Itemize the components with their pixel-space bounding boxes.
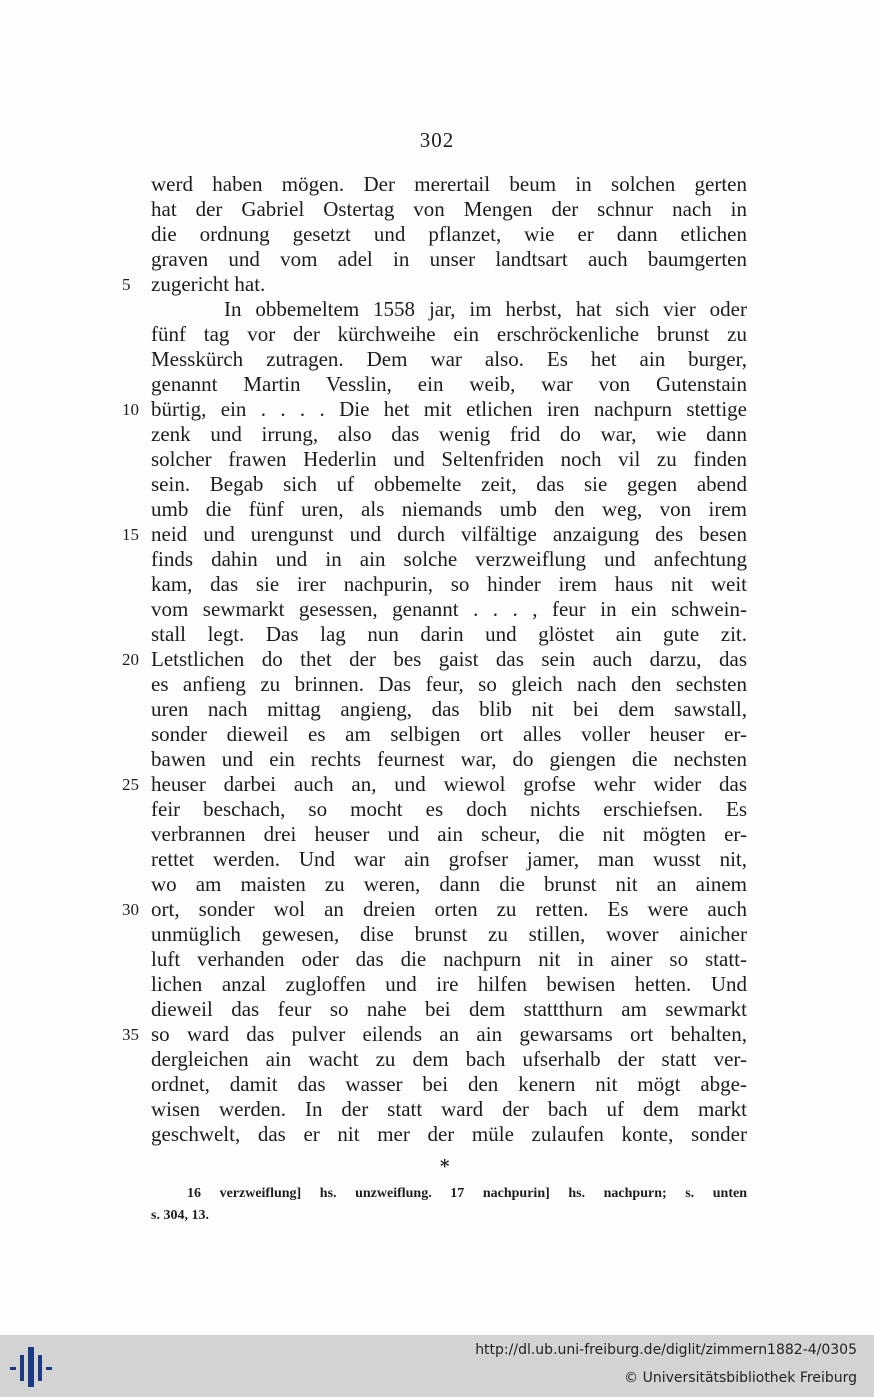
line-text: wisen werden. In der statt ward der bach uf dem markt xyxy=(151,1097,747,1121)
text-line xyxy=(122,1022,747,1047)
text-line xyxy=(151,872,747,897)
line-text: heuser darbei auch an, und wiewol grofse wehr wider das xyxy=(151,772,747,796)
line-text: werd haben mögen. Der merertail beum in solchen gerten xyxy=(151,172,747,196)
text-line xyxy=(151,947,747,972)
ub-freiburg-logo-icon[interactable] xyxy=(10,1347,56,1387)
line-text: bürtig, ein . . . . Die het mit etlichen iren nachpurn stettige xyxy=(151,397,747,421)
line-number: 10 xyxy=(122,400,139,419)
text-line xyxy=(122,647,747,672)
line-text: wo am maisten zu weren, dann die brunst nit an ainem xyxy=(151,872,747,896)
text-line xyxy=(151,1072,747,1097)
text-line xyxy=(151,172,747,197)
line-number: 25 xyxy=(122,775,139,794)
text-line xyxy=(122,272,747,297)
line-text: zugericht hat. xyxy=(151,272,266,296)
line-text: sonder dieweil es am selbigen ort alles voller heuser er- xyxy=(151,722,747,746)
line-text: fünf tag vor der kürchweihe ein erschröckenliche brunst zu xyxy=(151,322,747,346)
line-text: Messkürch zutragen. Dem war also. Es het ain burger, xyxy=(151,347,747,371)
line-number: 15 xyxy=(122,525,139,544)
line-text: luft verhanden oder das die nachpurn nit in ainer so statt- xyxy=(151,947,747,971)
line-text: solcher frawen Hederlin und Seltenfriden noch vil zu finden xyxy=(151,447,747,471)
line-text: lichen anzal zugloffen und ire hilfen bewisen hetten. Und xyxy=(151,972,747,996)
text-line xyxy=(151,597,747,622)
text-line xyxy=(151,622,747,647)
text-line xyxy=(151,822,747,847)
line-text: unmüglich gewesen, dise brunst zu stillen, wover ainicher xyxy=(151,922,747,946)
footnotes xyxy=(151,1183,747,1227)
page-number: 302 xyxy=(419,128,455,152)
line-number: 30 xyxy=(122,900,139,919)
line-text: vom sewmarkt gesessen, genannt . . . , feur in ein schwein- xyxy=(151,597,747,621)
text-line xyxy=(151,497,747,522)
text-line xyxy=(151,222,747,247)
line-text: feir beschach, so mocht es doch nichts erschiefsen. Es xyxy=(151,797,747,821)
line-text: graven und vom adel in unser landtsart auch baumgerten xyxy=(151,247,747,271)
text-line xyxy=(122,772,747,797)
text-line xyxy=(151,247,747,272)
signature-mark: * xyxy=(440,1156,450,1177)
text-line xyxy=(122,522,747,547)
text-line xyxy=(151,1097,747,1122)
footer-bar xyxy=(0,1335,874,1397)
text-line xyxy=(151,572,747,597)
text-line xyxy=(151,197,747,222)
line-text: so ward das pulver eilends an ain gewarsams ort behalten, xyxy=(151,1022,747,1046)
text-line xyxy=(151,697,747,722)
text-line xyxy=(151,347,747,372)
line-text: kam, das sie irer nachpurin, so hinder irem haus nit weit xyxy=(151,572,747,596)
text-line xyxy=(151,972,747,997)
text-line xyxy=(151,722,747,747)
text-line xyxy=(122,397,747,422)
line-text: finds dahin und in ain solche verzweiflung und anfechtung xyxy=(151,547,747,571)
text-line xyxy=(122,897,747,922)
line-text: ordnet, damit das wasser bei den kenern nit mögt abge- xyxy=(151,1072,747,1096)
line-text: bawen und ein rechts feurnest war, do giengen die nechsten xyxy=(151,747,747,771)
line-number: 5 xyxy=(122,275,131,294)
line-text: es anfieng zu brinnen. Das feur, so gleich nach den sechsten xyxy=(151,672,747,696)
line-text: zenk und irrung, also das wenig frid do war, wie dann xyxy=(151,422,747,446)
line-text: verbrannen drei heuser und ain scheur, die nit mögten er- xyxy=(151,822,747,846)
footnote-line: 16 verzweiflung] hs. unzweiflung. 17 nachpurin] hs. nachpurn; s. unten xyxy=(187,1186,747,1201)
text-line xyxy=(151,997,747,1022)
text-line xyxy=(151,472,747,497)
line-text: dieweil das feur so nahe bei dem stattthurn am sewmarkt xyxy=(151,997,747,1021)
line-text: sein. Begab sich uf obbemelte zeit, das sie gegen abend xyxy=(151,472,747,496)
text-line xyxy=(151,672,747,697)
text-line xyxy=(151,447,747,472)
line-text: geschwelt, das er nit mer der müle zulaufen konte, sonder xyxy=(151,1122,747,1146)
text-line xyxy=(151,547,747,572)
line-text: die ordnung gesetzt und pflanzet, wie er dann etlichen xyxy=(151,222,747,246)
text-line xyxy=(151,422,747,447)
text-line xyxy=(151,922,747,947)
line-number: 20 xyxy=(122,650,139,669)
text-line xyxy=(151,1122,747,1147)
line-text: dergleichen ain wacht zu dem bach ufserhalb der statt ver- xyxy=(151,1047,747,1071)
line-text: hat der Gabriel Ostertag von Mengen der schnur nach in xyxy=(151,197,747,221)
text-line xyxy=(151,747,747,772)
copyright-notice: © Universitätsbibliothek Freiburg xyxy=(624,1370,857,1386)
line-text: uren nach mittag angieng, das blib nit bei dem sawstall, xyxy=(151,697,747,721)
line-text: neid und urengunst und durch vilfältige anzaigung des besen xyxy=(151,522,747,546)
line-text: In obbemeltem 1558 jar, im herbst, hat sich vier oder xyxy=(224,297,747,321)
line-text: genannt Martin Vesslin, ein weib, war von Gutenstain xyxy=(151,372,747,396)
permalink-url[interactable]: http://dl.ub.uni-freiburg.de/diglit/zimmern1882-4/0305 xyxy=(475,1342,857,1358)
line-text: rettet werden. Und war ain grofser jamer, man wusst nit, xyxy=(151,847,747,871)
line-text: umb die fünf uren, als niemands umb den weg, von irem xyxy=(151,497,747,521)
line-text: ort, sonder wol an dreien orten zu retten. Es were auch xyxy=(151,897,747,921)
line-number: 35 xyxy=(122,1025,139,1044)
line-text: stall legt. Das lag nun darin und glöstet ain gute zit. xyxy=(151,622,747,646)
line-text: Letstlichen do thet der bes gaist das sein auch darzu, das xyxy=(151,647,747,671)
text-line xyxy=(151,322,747,347)
text-line xyxy=(151,1047,747,1072)
body-text xyxy=(122,172,747,1147)
text-line xyxy=(151,797,747,822)
text-line xyxy=(151,847,747,872)
text-line xyxy=(151,297,747,322)
text-line xyxy=(151,372,747,397)
footnote-line: s. 304, 13. xyxy=(151,1208,209,1223)
